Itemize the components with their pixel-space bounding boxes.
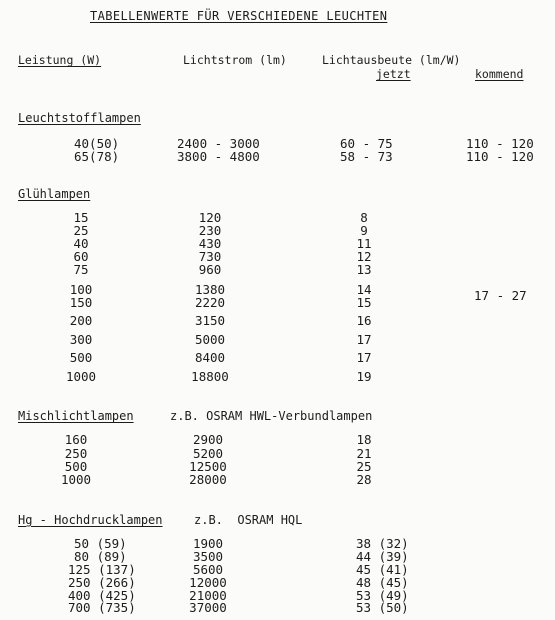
lichtstrom-cell: 37000 (189, 600, 227, 615)
lichtstrom-cell: 2400 - 3000 (177, 136, 260, 151)
jetzt-cell: 53 (50) (356, 600, 409, 615)
leistung-cell: 50 (59) (74, 536, 127, 551)
leistung-cell: 400 (425) (68, 588, 136, 603)
jetzt-cell: 45 (41) (356, 562, 409, 577)
jetzt-cell: 21 (356, 446, 372, 461)
header-jetzt: jetzt (376, 67, 411, 81)
lichtstrom-cell: 8400 (194, 350, 226, 365)
leistung-cell: 250 (64, 446, 88, 461)
header-lichtstrom: Lichtstrom (lm) (183, 53, 287, 67)
leistung-cell: 65(78) (74, 149, 120, 164)
leistung-cell: 1000 (65, 369, 97, 384)
section-note: z.B. OSRAM HWL-Verbundlampen (170, 409, 373, 423)
lichtstrom-cell: 120 (198, 210, 222, 225)
jetzt-cell: 19 (356, 369, 372, 384)
lichtstrom-cell: 3150 (194, 313, 226, 328)
jetzt-cell: 12 (356, 249, 372, 264)
leistung-cell: 1000 (60, 472, 92, 487)
jetzt-cell: 11 (356, 236, 372, 251)
leistung-cell: 40 (73, 236, 89, 251)
section-title-leuchtstofflampen: Leuchtstofflampen (18, 111, 141, 125)
leistung-cell: 160 (64, 432, 88, 447)
lichtstrom-cell: 430 (198, 236, 222, 251)
leistung-cell: 25 (73, 223, 89, 238)
lichtstrom-cell: 5600 (192, 562, 224, 577)
lichtstrom-cell: 12000 (189, 575, 227, 590)
lichtstrom-cell: 12500 (189, 459, 227, 474)
leistung-cell: 500 (69, 350, 93, 365)
kommend-range: 17 - 27 (474, 288, 527, 303)
jetzt-cell: 53 (49) (356, 588, 409, 603)
jetzt-cell: 38 (32) (356, 536, 409, 551)
lichtstrom-cell: 1380 (194, 282, 226, 297)
jetzt-cell: 60 - 75 (340, 136, 393, 151)
leistung-cell: 60 (73, 249, 89, 264)
lichtstrom-cell: 1900 (192, 536, 224, 551)
leistung-cell: 500 (64, 459, 88, 474)
lichtstrom-cell: 230 (198, 223, 222, 238)
kommend-cell: 110 - 120 (466, 149, 534, 164)
jetzt-cell: 13 (356, 262, 372, 277)
lichtstrom-cell: 18800 (191, 369, 229, 384)
jetzt-cell: 8 (360, 210, 368, 225)
header-lichtausbeute: Lichtausbeute (lm/W) (322, 53, 461, 67)
leistung-cell: 250 (266) (68, 575, 136, 590)
leistung-cell: 200 (69, 313, 93, 328)
section-note: z.B. OSRAM HQL (194, 513, 303, 527)
lichtstrom-cell: 28000 (189, 472, 227, 487)
lichtstrom-cell: 3800 - 4800 (177, 149, 260, 164)
leistung-cell: 150 (69, 295, 93, 310)
jetzt-cell: 17 (356, 350, 372, 365)
leistung-cell: 80 (89) (74, 549, 127, 564)
jetzt-cell: 58 - 73 (340, 149, 393, 164)
lichtstrom-cell: 730 (198, 249, 222, 264)
lichtstrom-cell: 2220 (194, 295, 226, 310)
leistung-cell: 100 (69, 282, 93, 297)
section-title-mischlichtlampen: Mischlichtlampen (18, 409, 134, 423)
leistung-cell: 300 (69, 332, 93, 347)
lichtstrom-cell: 5000 (194, 332, 226, 347)
header-leistung: Leistung (W) (18, 53, 102, 67)
leistung-cell: 15 (73, 210, 89, 225)
leistung-cell: 75 (73, 262, 89, 277)
jetzt-cell: 25 (356, 459, 372, 474)
jetzt-cell: 48 (45) (356, 575, 409, 590)
lichtstrom-cell: 5200 (192, 446, 224, 461)
leistung-cell: 40(50) (74, 136, 120, 151)
jetzt-cell: 15 (356, 295, 372, 310)
header-kommend: kommend (475, 67, 524, 81)
jetzt-cell: 17 (356, 332, 372, 347)
lichtstrom-cell: 960 (198, 262, 222, 277)
leistung-cell: 700 (735) (68, 600, 136, 615)
jetzt-cell: 16 (356, 313, 372, 328)
jetzt-cell: 14 (356, 282, 372, 297)
leistung-cell: 125 (137) (68, 562, 136, 577)
lichtstrom-cell: 3500 (192, 549, 224, 564)
jetzt-cell: 9 (360, 223, 368, 238)
lichtstrom-cell: 21000 (189, 588, 227, 603)
page-title: TABELLENWERTE FÜR VERSCHIEDENE LEUCHTEN (90, 9, 388, 23)
jetzt-cell: 18 (356, 432, 372, 447)
jetzt-cell: 28 (356, 472, 372, 487)
section-title-gluehlampen: Glühlampen (18, 187, 91, 201)
section-title-hg-hochdrucklampen: Hg - Hochdrucklampen (18, 513, 163, 527)
lichtstrom-cell: 2900 (192, 432, 224, 447)
jetzt-cell: 44 (39) (356, 549, 409, 564)
kommend-cell: 110 - 120 (466, 136, 534, 151)
